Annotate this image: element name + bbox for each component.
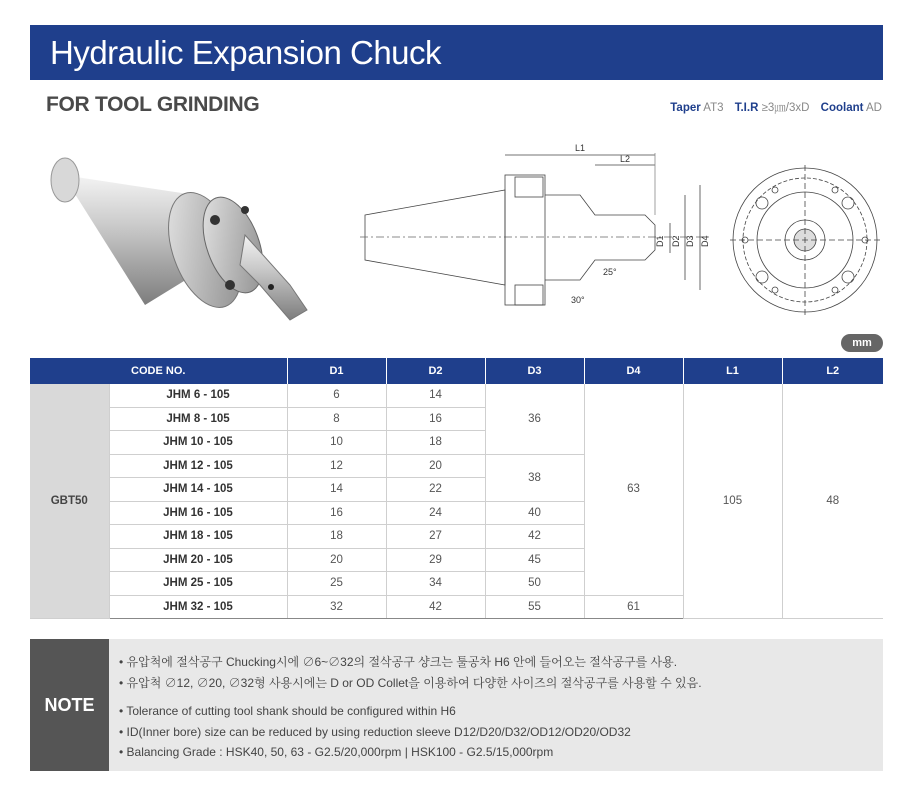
l2-cell-merged: 48 <box>782 384 883 619</box>
title-bar <box>30 25 883 80</box>
d1-cell: 20 <box>287 548 386 572</box>
d1-cell: 16 <box>287 501 386 525</box>
header-d2: D2 <box>386 358 485 384</box>
d2-cell: 42 <box>386 595 485 619</box>
table-row <box>30 384 883 407</box>
d2-cell: 22 <box>386 478 485 502</box>
label-angle-25: 25° <box>603 267 617 277</box>
tir-value: ≥3㎛/3xD <box>761 102 810 114</box>
note-line: • Balancing Grade : HSK40, 50, 63 - G2.5/20,000rpm | HSK100 - G2.5/15,000rpm <box>119 745 554 759</box>
table-header-row <box>30 358 883 384</box>
note-line: • 유압척 ∅12, ∅20, ∅32형 사용시에는 D or OD Collet을 이용하여 다양한 사이즈의 절삭공구를 사용할 수 있음. <box>119 675 702 690</box>
d2-cell: 24 <box>386 501 485 525</box>
code-cell: JHM 8 - 105 <box>109 407 287 431</box>
unit-badge: mm <box>841 334 883 352</box>
note-line: • ID(Inner bore) size can be reduced by using reduction sleeve D12/D20/D32/OD12/OD20/OD32 <box>119 724 631 739</box>
header-d3: D3 <box>485 358 584 384</box>
code-cell: JHM 16 - 105 <box>109 501 287 525</box>
d2-cell: 18 <box>386 431 485 455</box>
tir-label: T.I.R <box>734 102 759 114</box>
d2-cell: 14 <box>386 384 485 407</box>
d1-cell: 14 <box>287 478 386 502</box>
taper-value: AT3 <box>703 102 724 114</box>
code-cell: JHM 25 - 105 <box>109 572 287 596</box>
coolant-label: Coolant <box>820 102 864 114</box>
d3-cell: 55 <box>485 595 584 619</box>
code-cell: JHM 12 - 105 <box>109 454 287 478</box>
coolant-value: AD <box>866 102 882 114</box>
note-lines <box>119 652 702 763</box>
note-line: • Tolerance of cutting tool shank should be configured within H6 <box>119 704 456 718</box>
d1-cell: 32 <box>287 595 386 619</box>
note-line: • 유압척에 절삭공구 Chucking시에 ∅6~∅32의 절삭공구 샹크는 툴공차 H6 안에 들어오는 절삭공구를 사용. <box>119 655 678 669</box>
code-cell: JHM 18 - 105 <box>109 525 287 549</box>
d1-cell: 8 <box>287 407 386 431</box>
d3-cell: 50 <box>485 572 584 596</box>
d3-cell: 42 <box>485 525 584 549</box>
code-cell: JHM 32 - 105 <box>109 595 287 619</box>
code-cell: JHM 20 - 105 <box>109 548 287 572</box>
d3-cell-merged: 38 <box>485 454 584 501</box>
page-title: Hydraulic Expansion Chuck <box>50 34 442 71</box>
label-d3: D3 <box>685 235 695 247</box>
d3-cell: 45 <box>485 548 584 572</box>
taper-label: Taper <box>670 102 701 114</box>
label-l1: L1 <box>575 143 586 153</box>
label-d2: D2 <box>671 235 681 247</box>
code-cell: JHM 10 - 105 <box>109 431 287 455</box>
header-d4: D4 <box>584 358 683 384</box>
label-angle-30: 30° <box>571 295 585 305</box>
l1-cell-merged: 105 <box>683 384 782 619</box>
d2-cell: 29 <box>386 548 485 572</box>
d1-cell: 25 <box>287 572 386 596</box>
d2-cell: 20 <box>386 454 485 478</box>
subtitle: FOR TOOL GRINDING <box>46 93 260 116</box>
header-l1: L1 <box>683 358 782 384</box>
label-d1: D1 <box>655 235 665 247</box>
label-d4: D4 <box>700 235 710 247</box>
group-cell: GBT50 <box>30 384 109 619</box>
note-box <box>30 639 883 771</box>
d1-cell: 12 <box>287 454 386 478</box>
d2-cell: 16 <box>386 407 485 431</box>
d2-cell: 27 <box>386 525 485 549</box>
product-photo <box>45 135 325 345</box>
d1-cell: 6 <box>287 384 386 407</box>
spec-table <box>30 358 883 619</box>
d2-cell: 34 <box>386 572 485 596</box>
d4-cell: 61 <box>584 595 683 619</box>
d1-cell: 10 <box>287 431 386 455</box>
header-l2: L2 <box>782 358 883 384</box>
note-label: NOTE <box>30 639 109 771</box>
code-cell: JHM 6 - 105 <box>109 384 287 407</box>
spec-summary <box>662 99 882 115</box>
d4-cell-merged: 63 <box>584 384 683 595</box>
d1-cell: 18 <box>287 525 386 549</box>
code-cell: JHM 14 - 105 <box>109 478 287 502</box>
label-l2: L2 <box>620 154 631 164</box>
end-view-drawing <box>730 165 880 315</box>
d3-cell: 40 <box>485 501 584 525</box>
header-d1: D1 <box>287 358 386 384</box>
technical-drawing <box>355 135 715 325</box>
header-code-no: CODE NO. <box>30 358 287 384</box>
d3-cell-merged: 36 <box>485 384 584 454</box>
